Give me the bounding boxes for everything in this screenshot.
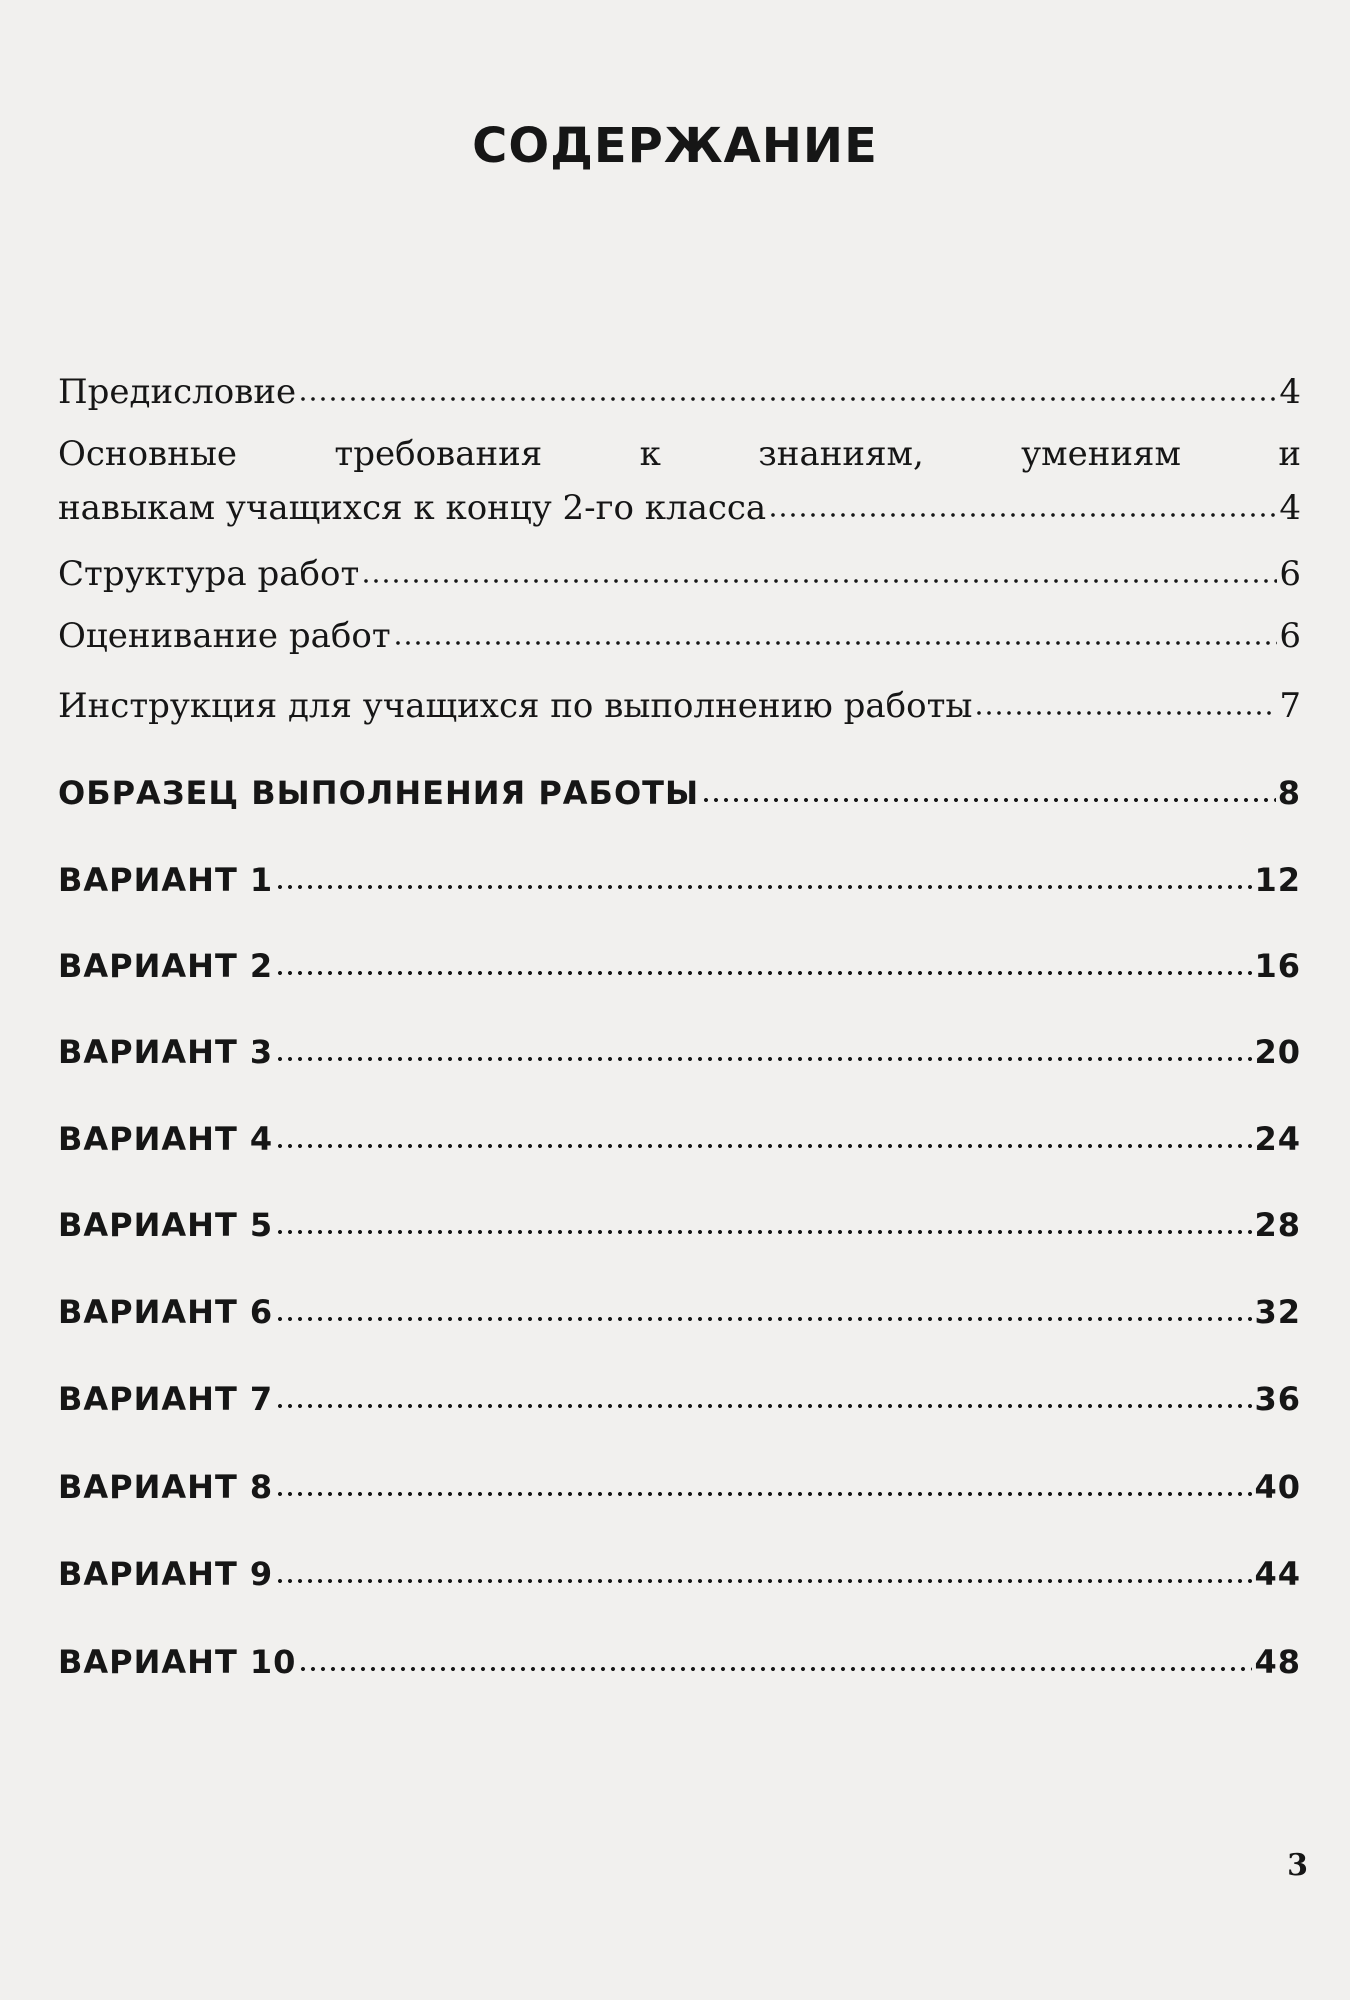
toc-entry-variant-4[interactable] (58, 1117, 1301, 1161)
toc-entry-label: ВАРИАНТ 2 (58, 947, 274, 985)
toc-entry-page: 48 (1254, 1643, 1301, 1681)
dot-leader (361, 555, 1277, 585)
toc-entry-page: 36 (1254, 1380, 1301, 1418)
toc-entry-requirements[interactable] (58, 486, 1301, 530)
toc-entry-page: 44 (1254, 1555, 1301, 1593)
toc-entry-page: 32 (1254, 1293, 1301, 1331)
toc-entry-label: Основные требования к знаниям, умениям и (58, 434, 1301, 474)
dot-leader (275, 1380, 1252, 1410)
toc-entry-label: ВАРИАНТ 5 (58, 1206, 274, 1244)
dot-leader (298, 373, 1277, 403)
toc-entry-label: ВАРИАНТ 10 (58, 1643, 297, 1681)
toc-entry-page: 40 (1254, 1468, 1301, 1506)
toc-entry-page: 20 (1254, 1033, 1301, 1071)
toc-entry-variant-5[interactable] (58, 1203, 1301, 1247)
toc-entry-page: 24 (1254, 1120, 1301, 1158)
toc-entry-variant-8[interactable] (58, 1465, 1301, 1509)
toc-entry-structure[interactable] (58, 552, 1301, 596)
toc-entry-page: 8 (1277, 774, 1301, 812)
toc-entry-variant-10[interactable] (58, 1640, 1301, 1684)
toc-entry-label: ВАРИАНТ 4 (58, 1120, 274, 1158)
dot-leader (275, 1468, 1252, 1498)
toc-entry-page: 16 (1254, 947, 1301, 985)
dot-leader (275, 1033, 1252, 1063)
dot-leader (275, 1293, 1252, 1323)
toc-entry-variant-9[interactable] (58, 1552, 1301, 1596)
toc-entry-label: Структура работ (58, 554, 360, 594)
toc-entry-page: 4 (1279, 372, 1301, 412)
toc-entry-page: 12 (1254, 861, 1301, 899)
toc-entry-label: ВАРИАНТ 9 (58, 1555, 274, 1593)
toc-entry-label: ВАРИАНТ 7 (58, 1380, 274, 1418)
toc-entry-page: 6 (1279, 554, 1301, 594)
dot-leader (974, 687, 1277, 717)
dot-leader (768, 489, 1277, 519)
toc-entry-label: ВАРИАНТ 1 (58, 861, 274, 899)
dot-leader (275, 1120, 1252, 1150)
toc-entry-page: 28 (1254, 1206, 1301, 1244)
toc-entry-assessment[interactable] (58, 614, 1301, 658)
toc-entry-instructions[interactable] (58, 684, 1301, 728)
toc-entry-variant-2[interactable] (58, 944, 1301, 988)
dot-leader (275, 1555, 1252, 1585)
toc-entry-label: навыкам учащихся к концу 2-го класса (58, 488, 767, 528)
dot-leader (393, 617, 1278, 647)
toc-entry-label: ВАРИАНТ 8 (58, 1468, 274, 1506)
toc-entry-label: ВАРИАНТ 6 (58, 1293, 274, 1331)
toc-entry-variant-7[interactable] (58, 1377, 1301, 1421)
toc-entry-sample[interactable] (58, 771, 1301, 815)
toc-entry-label: Предисловие (58, 372, 297, 412)
toc-entry-label: ОБРАЗЕЦ ВЫПОЛНЕНИЯ РАБОТЫ (58, 774, 700, 812)
toc-entry-preface[interactable] (58, 370, 1301, 414)
toc-entry-variant-1[interactable] (58, 858, 1301, 902)
page-number: 3 (1287, 1848, 1308, 1883)
toc-entry-requirements-line1[interactable] (58, 432, 1301, 476)
dot-leader (701, 774, 1276, 804)
toc-entry-label: Оценивание работ (58, 616, 391, 656)
dot-leader (275, 1206, 1252, 1236)
toc-entry-label: ВАРИАНТ 3 (58, 1033, 274, 1071)
dot-leader (275, 861, 1252, 891)
toc-entry-label: Инструкция для учащихся по выполнению работы (58, 686, 973, 726)
toc-entry-variant-3[interactable] (58, 1030, 1301, 1074)
toc-entry-page: 7 (1279, 686, 1301, 726)
toc-entry-page: 6 (1279, 616, 1301, 656)
page-title: СОДЕРЖАНИЕ (472, 118, 878, 174)
dot-leader (275, 947, 1252, 977)
toc-entry-page: 4 (1279, 488, 1301, 528)
toc-entry-variant-6[interactable] (58, 1290, 1301, 1334)
dot-leader (298, 1643, 1252, 1673)
